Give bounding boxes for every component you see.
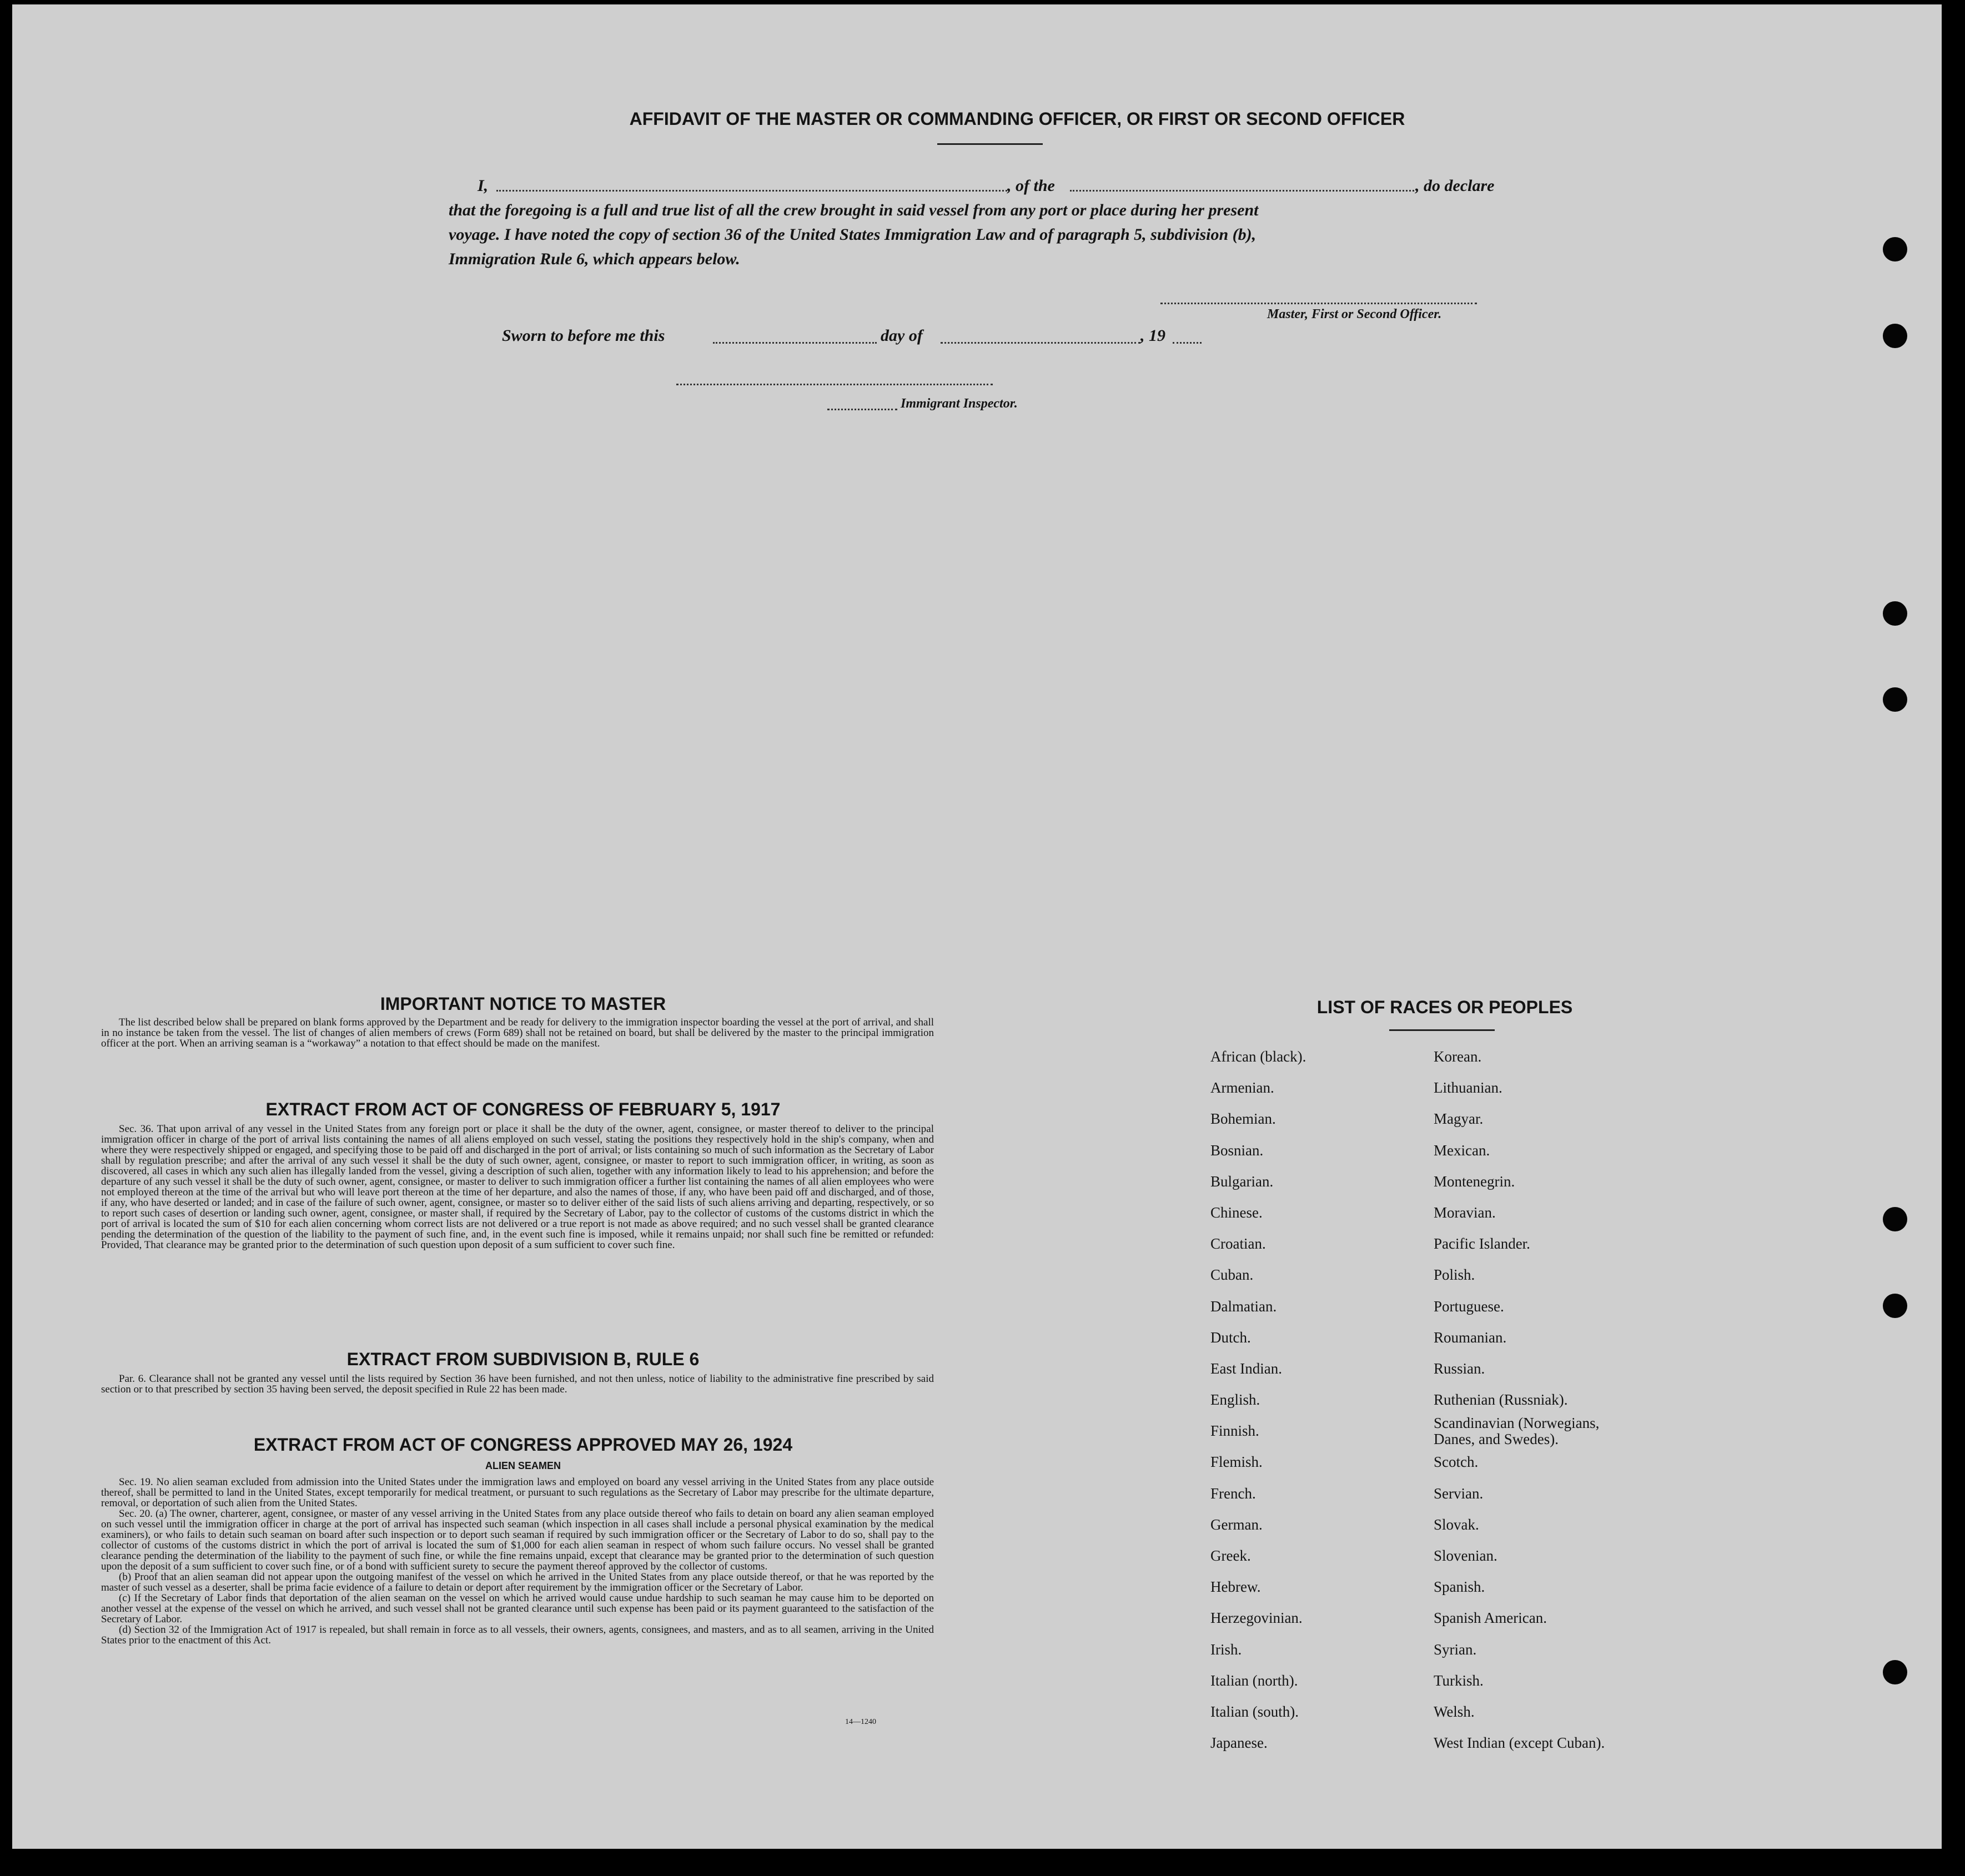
inspector-short-blank[interactable] — [827, 409, 897, 410]
section-20d-paragraph: (d) Section 32 of the Immigration Act of 1917 is repealed, but shall remain in force as to all vessels, their owners, agents, consignees, and masters, and as to all seamen, arriving in the United States prior to the enactment of this Act. — [101, 1624, 934, 1646]
notice-title: IMPORTANT NOTICE TO MASTER — [380, 994, 666, 1014]
race-item: Turkish. — [1434, 1672, 1484, 1689]
race-item: Irish. — [1210, 1641, 1242, 1658]
races-title: LIST OF RACES OR PEOPLES — [1316, 997, 1573, 1017]
race-item: Bulgarian. — [1210, 1173, 1274, 1190]
race-item: Dalmatian. — [1210, 1297, 1277, 1315]
inspector-signature-blank[interactable] — [676, 384, 993, 385]
race-item: Portuguese. — [1434, 1297, 1504, 1315]
binder-hole — [1883, 687, 1907, 712]
race-item: English. — [1210, 1391, 1260, 1409]
race-item: Magyar. — [1434, 1110, 1484, 1128]
extract-1924-title: EXTRACT FROM ACT OF CONGRESS APPROVED MAY 26, 1924 — [253, 1435, 793, 1455]
race-item: Croatian. — [1210, 1235, 1266, 1253]
races-left-column — [1210, 1041, 1306, 1758]
race-item: Slovenian. — [1434, 1547, 1497, 1564]
race-item: Servian. — [1434, 1485, 1484, 1502]
race-item: Finnish. — [1210, 1422, 1259, 1440]
paragraph-6: Par. 6. Clearance shall not be granted any vessel until the lists required by Section 36 have been furnished, and not then unless, notice of liability to the administrative fine prescribed by said section or to that prescribed by section 35 having been served, the deposit specified in Rule 22 has been made. — [101, 1373, 934, 1395]
race-item: Ruthenian (Russniak). — [1434, 1391, 1568, 1409]
race-item: Roumanian. — [1434, 1329, 1507, 1346]
race-item: Chinese. — [1210, 1204, 1263, 1221]
of-the-label: , of the — [1007, 177, 1055, 195]
race-item: Polish. — [1434, 1266, 1475, 1284]
race-item: French. — [1210, 1485, 1256, 1502]
race-item: Bohemian. — [1210, 1110, 1276, 1128]
race-item: Armenian. — [1210, 1079, 1274, 1097]
race-item: Russian. — [1434, 1360, 1485, 1377]
race-item: Spanish. — [1434, 1578, 1485, 1596]
race-item: Cuban. — [1210, 1266, 1254, 1284]
race-item: Mexican. — [1434, 1141, 1490, 1159]
race-item: Italian (south). — [1210, 1703, 1299, 1720]
inspector-label: Immigrant Inspector. — [901, 396, 1018, 411]
title-underline — [937, 143, 1043, 145]
races-underline — [1389, 1029, 1495, 1031]
sworn-month-blank[interactable] — [941, 342, 1140, 344]
race-item: Moravian. — [1434, 1204, 1496, 1221]
extract-1924-body — [101, 1477, 934, 1646]
form-number: 14—1240 — [845, 1718, 876, 1726]
race-item: Korean. — [1434, 1048, 1482, 1065]
race-item: West Indian (except Cuban). — [1434, 1734, 1605, 1752]
race-item: Bosnian. — [1210, 1141, 1264, 1159]
binder-hole — [1883, 1207, 1907, 1231]
year-label: , 19 — [1140, 326, 1165, 345]
sworn-label: Sworn to before me this — [502, 326, 665, 345]
extract-rule6-title: EXTRACT FROM SUBDIVISION B, RULE 6 — [346, 1349, 700, 1369]
race-item: Slovak. — [1434, 1516, 1479, 1533]
alien-seamen-subtitle: ALIEN SEAMEN — [485, 1460, 561, 1471]
section-20c-paragraph: (c) If the Secretary of Labor finds that deportation of the alien seaman on the vessel on which he arrived would cause undue hardship to such seaman he may cause him to be deported on another vessel at the expense of the vessel on which he arrived, and such vessel shall not be granted clearance until such expense has been paid or its payment guaranteed to the satisfaction of the Secretary of Labor. — [101, 1592, 934, 1625]
race-item: Herzegovinian. — [1210, 1610, 1303, 1627]
race-item: Spanish American. — [1434, 1610, 1547, 1627]
race-item: Syrian. — [1434, 1641, 1477, 1658]
section-19-paragraph: Sec. 19. No alien seaman excluded from admission into the United States under the immigration laws and employed on board any vessel arriving in the United States from any place outside thereof, shall be permitted to land in the United States, except temporarily for medical treatment, or pursuant to such regulations as the Secretary of Labor may prescribe for the ultimate departure, removal, or deportation of such alien from the United States. — [101, 1476, 934, 1509]
notice-paragraph: The list described below shall be prepared on blank forms approved by the Department and be ready for delivery to the immigration inspector boarding the vessel at the port of arrival, and shall in no instance be taken from the vessel. The list of changes of alien members of crews (Form 689) shall not be retained on board, but shall be delivered by the master to the principal immigration officer at the port. When an arriving seaman is a “workaway” a notation to that effect should be made on the manifest. — [101, 1017, 934, 1049]
extract-rule6-body — [101, 1374, 934, 1395]
section-20b-paragraph: (b) Proof that an alien seaman did not appear upon the outgoing manifest of the vessel on which he arrived in the United States from any place outside thereof, or that he was reported by the master of such vessel as a deserter, shall be prima facie evidence of a failure to detain or deport after requirement by the immigration officer or the Secretary of Labor. — [101, 1571, 934, 1593]
race-item: Greek. — [1210, 1547, 1251, 1564]
vessel-blank[interactable] — [1070, 190, 1414, 192]
binder-hole — [1883, 601, 1907, 626]
declaration-line-3: voyage. I have noted the copy of section 36 of the United States Immigration Law and of paragraph 5, subdivision (b), — [449, 225, 1257, 244]
declaration-line-2: that the foregoing is a full and true list of all the crew brought in said vessel from any port or place during her present — [449, 201, 1259, 219]
binder-hole — [1883, 237, 1907, 261]
section-20a-paragraph: Sec. 20. (a) The owner, charterer, agent, consignee, or master of any vessel arriving in the United States from any place outside thereof who fails to detain on board any alien seaman employed on such vessel until the immigration officer in charge at the port of arrival has inspected such seaman (which inspection in all cases shall include a personal physical examination by the medical examiners), or who fails to detain such seaman on board after such inspection or to deport such seaman if required by such immigration officer or the Secretary of Labor to do so, shall pay to the collector of customs of the customs district in which the port of arrival is located the sum of $1,000 for each alien seaman in respect of whom such failure occurs. No vessel shall be granted clearance pending the determination of the liability to the payment of such fine, or while the fine remains unpaid, except that clearance may be granted prior to the determination of such question upon the deposit of a sum sufficient to cover such fine, or of a bond with sufficient surety to secure the payment thereof approved by the collector of customs. — [101, 1508, 934, 1572]
notice-body — [101, 1017, 934, 1049]
do-declare-label: , do declare — [1415, 177, 1495, 195]
day-of-label: day of — [881, 326, 923, 345]
race-item: Montenegrin. — [1434, 1173, 1515, 1190]
race-item: Italian (north). — [1210, 1672, 1298, 1689]
race-item: Scandinavian (Norwegians, Danes, and Swedes). — [1434, 1415, 1600, 1448]
form-sheet — [12, 4, 1942, 1849]
binder-hole — [1883, 324, 1907, 348]
extract-1917-body — [101, 1124, 934, 1250]
race-item: East Indian. — [1210, 1360, 1282, 1377]
race-item: Welsh. — [1434, 1703, 1475, 1720]
race-item: Japanese. — [1210, 1734, 1268, 1752]
binder-hole — [1883, 1660, 1907, 1684]
binder-hole — [1883, 1294, 1907, 1318]
race-item: German. — [1210, 1516, 1263, 1533]
race-item: Flemish. — [1210, 1453, 1263, 1471]
year-blank[interactable] — [1173, 342, 1202, 344]
signer-label: Master, First or Second Officer. — [1267, 307, 1442, 321]
race-item: African (black). — [1210, 1048, 1306, 1065]
affidavit-title: AFFIDAVIT OF THE MASTER OR COMMANDING OFFICER, OR FIRST OR SECOND OFFICER — [629, 109, 1405, 129]
races-right-column — [1434, 1041, 1622, 1758]
race-item: Lithuanian. — [1434, 1079, 1502, 1097]
race-item: Scotch. — [1434, 1453, 1479, 1471]
sworn-day-blank[interactable] — [713, 342, 877, 344]
section-36-paragraph: Sec. 36. That upon arrival of any vessel in the United States from any foreign port or place it shall be the duty of the owner, agent, consignee, or master thereof to deliver to the principal immigration officer in charge of the port of arrival lists containing the names of all aliens employed on such vessel, stating the positions they respectively hold in the ship's company, when and where they were respectively shipped or engaged, and specifying those to be paid off and discharged in the port of arrival; or lists containing so much of such information as the Secretary of Labor shall by regulation prescribe; and after the arrival of any such vessel it shall be the duty of such owner, agent, consignee, or master to report to such immigration officer, in writing, as soon as discovered, all cases in which any such alien has illegally landed from the vessel, giving a description of such alien, together with any information likely to lead to his apprehension; and before the departure of any such vessel it shall be the duty of such owner, agent, consignee, or master to deliver to such immigration officer a further list containing the names of all alien employees who were not employed thereon at the time of the arrival but who will leave port thereon at the time of her departure, and also the names of those, if any, who have been paid off and discharged, and of those, if any, who have deserted or landed; and in case of the failure of such owner, agent, consignee, or master so to deliver either of the said lists of such aliens arriving and departing, respectively, or so to report such cases of desertion or landing such owner, agent, consignee, or master shall, if required by the Secretary of Labor, pay to the collector of customs of the customs district in which the port of arrival is located the sum of $10 for each alien concerning whom correct lists are not delivered or a true report is not made as above required; and no such vessel shall be granted clearance pending the determination of the question of the liability to the payment of such fine, and, in the event such fine is imposed, while it remains unpaid; nor shall such fine be remitted or refunded: Provided, That clearance may be granted prior to the determination of such question upon deposit of a sum sufficient to cover such fine. — [101, 1123, 934, 1251]
name-blank[interactable] — [496, 190, 1007, 192]
i-label: I, — [478, 177, 489, 195]
extract-1917-title: EXTRACT FROM ACT OF CONGRESS OF FEBRUARY 5, 1917 — [265, 1099, 781, 1119]
race-item: Dutch. — [1210, 1329, 1251, 1346]
race-item: Hebrew. — [1210, 1578, 1261, 1596]
signature-blank[interactable] — [1160, 303, 1477, 304]
declaration-line-4: Immigration Rule 6, which appears below. — [449, 250, 740, 268]
race-item: Pacific Islander. — [1434, 1235, 1530, 1253]
